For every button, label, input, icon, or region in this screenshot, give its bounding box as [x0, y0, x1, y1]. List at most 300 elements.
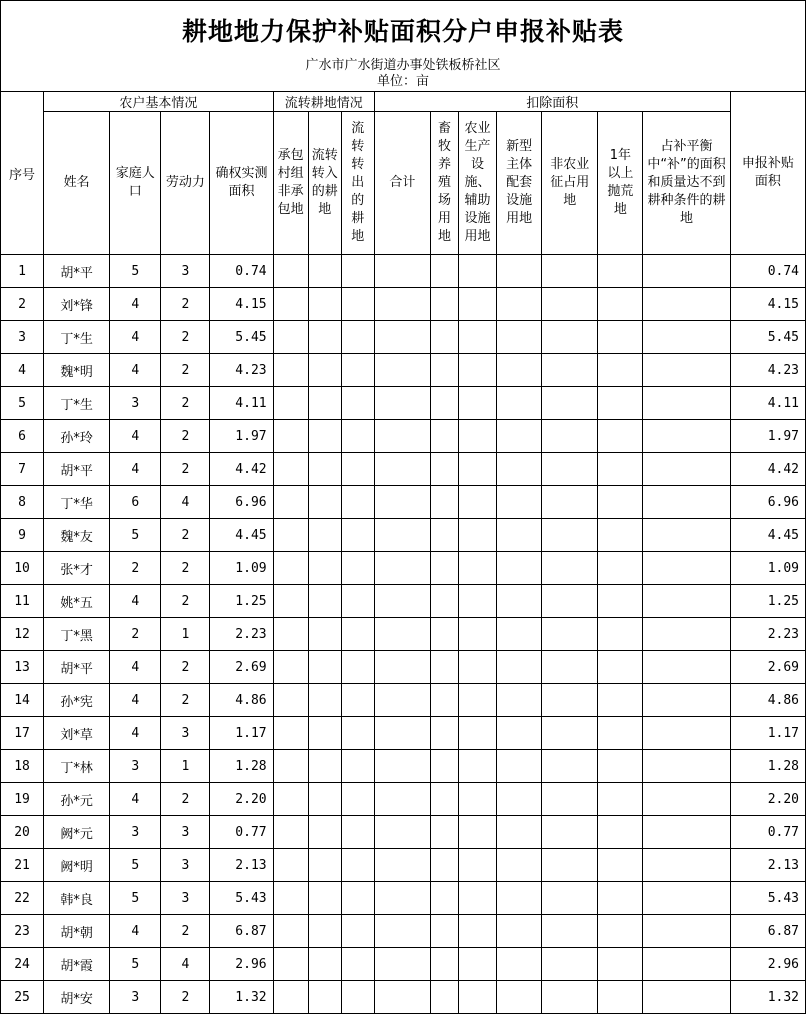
family-cell: 5 [110, 849, 161, 882]
table-row [1, 849, 806, 882]
name-cell: 魏*友 [44, 519, 110, 552]
abandoned-cell [598, 915, 643, 948]
apply-cell: 1.25 [730, 585, 805, 618]
newbody-cell [497, 321, 542, 354]
apply-cell: 5.43 [730, 882, 805, 915]
newbody-cell [497, 915, 542, 948]
abandoned-cell [598, 816, 643, 849]
livestock-cell [430, 618, 458, 651]
agri-cell [459, 816, 497, 849]
newbody-cell [497, 552, 542, 585]
family-cell: 6 [110, 486, 161, 519]
name-cell: 刘*锋 [44, 288, 110, 321]
abandoned-cell [598, 519, 643, 552]
total-cell [374, 486, 430, 519]
seq-cell: 3 [1, 321, 44, 354]
name-cell: 张*才 [44, 552, 110, 585]
area-cell: 2.69 [210, 651, 273, 684]
transfer-out-cell [341, 981, 374, 1014]
total-cell [374, 453, 430, 486]
seq-cell: 5 [1, 387, 44, 420]
subsidy-table [0, 91, 806, 1014]
name-cell: 胡*平 [44, 651, 110, 684]
total-cell [374, 783, 430, 816]
village-cell [273, 288, 308, 321]
total-cell [374, 816, 430, 849]
village-cell [273, 552, 308, 585]
subtitle-block [0, 58, 806, 91]
transfer-in-cell [308, 915, 341, 948]
labor-cell: 2 [161, 651, 210, 684]
seq-cell: 1 [1, 255, 44, 288]
name-cell: 孙*宪 [44, 684, 110, 717]
seq-cell: 19 [1, 783, 44, 816]
header-total: 合计 [374, 112, 430, 255]
apply-cell: 4.86 [730, 684, 805, 717]
location-label: 广水市广水街道办事处铁板桥社区 [305, 58, 501, 73]
nonagri-cell [542, 486, 598, 519]
labor-cell: 3 [161, 882, 210, 915]
name-cell: 胡*朝 [44, 915, 110, 948]
transfer-out-cell [341, 255, 374, 288]
seq-cell: 22 [1, 882, 44, 915]
transfer-in-cell [308, 585, 341, 618]
total-cell [374, 849, 430, 882]
area-cell: 5.45 [210, 321, 273, 354]
seq-cell: 2 [1, 288, 44, 321]
abandoned-cell [598, 585, 643, 618]
balance-cell [643, 585, 730, 618]
header-agri: 农业生产设施、辅助设施用地 [459, 112, 497, 255]
village-cell [273, 519, 308, 552]
transfer-in-cell [308, 387, 341, 420]
labor-cell: 2 [161, 585, 210, 618]
table-row [1, 387, 806, 420]
transfer-out-cell [341, 585, 374, 618]
family-cell: 5 [110, 519, 161, 552]
total-cell [374, 585, 430, 618]
area-cell: 2.23 [210, 618, 273, 651]
table-row [1, 981, 806, 1014]
transfer-in-cell [308, 519, 341, 552]
nonagri-cell [542, 783, 598, 816]
name-cell: 丁*生 [44, 387, 110, 420]
family-cell: 5 [110, 882, 161, 915]
nonagri-cell [542, 948, 598, 981]
nonagri-cell [542, 453, 598, 486]
transfer-out-cell [341, 750, 374, 783]
livestock-cell [430, 651, 458, 684]
nonagri-cell [542, 849, 598, 882]
seq-cell: 11 [1, 585, 44, 618]
transfer-out-cell [341, 321, 374, 354]
agri-cell [459, 354, 497, 387]
newbody-cell [497, 948, 542, 981]
family-cell: 4 [110, 717, 161, 750]
name-cell: 胡*安 [44, 981, 110, 1014]
seq-cell: 23 [1, 915, 44, 948]
livestock-cell [430, 519, 458, 552]
total-cell [374, 651, 430, 684]
village-cell [273, 585, 308, 618]
agri-cell [459, 288, 497, 321]
transfer-in-cell [308, 552, 341, 585]
village-cell [273, 684, 308, 717]
abandoned-cell [598, 552, 643, 585]
abandoned-cell [598, 387, 643, 420]
transfer-in-cell [308, 651, 341, 684]
header-nonagri: 非农业征占用地 [542, 112, 598, 255]
area-cell: 6.87 [210, 915, 273, 948]
header-row-groups [1, 92, 806, 112]
family-cell: 5 [110, 255, 161, 288]
labor-cell: 2 [161, 288, 210, 321]
livestock-cell [430, 354, 458, 387]
newbody-cell [497, 981, 542, 1014]
village-cell [273, 882, 308, 915]
total-cell [374, 519, 430, 552]
family-cell: 2 [110, 552, 161, 585]
header-abandoned: 1年以上抛荒地 [598, 112, 643, 255]
header-village: 承包村组非承包地 [273, 112, 308, 255]
balance-cell [643, 387, 730, 420]
total-cell [374, 915, 430, 948]
apply-cell: 1.32 [730, 981, 805, 1014]
village-cell [273, 750, 308, 783]
header-name: 姓名 [44, 112, 110, 255]
area-cell: 4.11 [210, 387, 273, 420]
livestock-cell [430, 255, 458, 288]
transfer-out-cell [341, 486, 374, 519]
transfer-out-cell [341, 354, 374, 387]
labor-cell: 2 [161, 387, 210, 420]
family-cell: 5 [110, 948, 161, 981]
nonagri-cell [542, 618, 598, 651]
apply-cell: 4.15 [730, 288, 805, 321]
agri-cell [459, 519, 497, 552]
transfer-out-cell [341, 420, 374, 453]
apply-cell: 2.13 [730, 849, 805, 882]
table-row [1, 915, 806, 948]
name-cell: 阙*明 [44, 849, 110, 882]
table-row [1, 519, 806, 552]
title-row [0, 0, 806, 58]
nonagri-cell [542, 387, 598, 420]
balance-cell [643, 849, 730, 882]
table-row [1, 453, 806, 486]
agri-cell [459, 915, 497, 948]
total-cell [374, 684, 430, 717]
nonagri-cell [542, 354, 598, 387]
seq-cell: 17 [1, 717, 44, 750]
abandoned-cell [598, 948, 643, 981]
apply-cell: 4.45 [730, 519, 805, 552]
newbody-cell [497, 486, 542, 519]
balance-cell [643, 783, 730, 816]
apply-cell: 1.09 [730, 552, 805, 585]
area-cell: 4.23 [210, 354, 273, 387]
agri-cell [459, 387, 497, 420]
labor-cell: 2 [161, 420, 210, 453]
transfer-out-cell [341, 849, 374, 882]
table-row [1, 717, 806, 750]
balance-cell [643, 486, 730, 519]
seq-cell: 20 [1, 816, 44, 849]
balance-cell [643, 453, 730, 486]
nonagri-cell [542, 882, 598, 915]
labor-cell: 2 [161, 783, 210, 816]
transfer-in-cell [308, 453, 341, 486]
area-cell: 1.32 [210, 981, 273, 1014]
apply-cell: 2.69 [730, 651, 805, 684]
newbody-cell [497, 255, 542, 288]
agri-cell [459, 321, 497, 354]
total-cell [374, 288, 430, 321]
village-cell [273, 816, 308, 849]
abandoned-cell [598, 420, 643, 453]
abandoned-cell [598, 486, 643, 519]
newbody-cell [497, 750, 542, 783]
livestock-cell [430, 288, 458, 321]
newbody-cell [497, 288, 542, 321]
labor-cell: 4 [161, 486, 210, 519]
abandoned-cell [598, 321, 643, 354]
labor-cell: 2 [161, 981, 210, 1014]
newbody-cell [497, 420, 542, 453]
apply-cell: 0.77 [730, 816, 805, 849]
seq-cell: 24 [1, 948, 44, 981]
total-cell [374, 981, 430, 1014]
livestock-cell [430, 453, 458, 486]
name-cell: 孙*玲 [44, 420, 110, 453]
agri-cell [459, 948, 497, 981]
abandoned-cell [598, 288, 643, 321]
transfer-in-cell [308, 255, 341, 288]
nonagri-cell [542, 420, 598, 453]
header-family: 家庭人口 [110, 112, 161, 255]
village-cell [273, 486, 308, 519]
nonagri-cell [542, 981, 598, 1014]
transfer-out-cell [341, 651, 374, 684]
livestock-cell [430, 882, 458, 915]
total-cell [374, 618, 430, 651]
header-balance: 占补平衡中“补”的面积和质量达不到耕种条件的耕地 [643, 112, 730, 255]
seq-cell: 10 [1, 552, 44, 585]
abandoned-cell [598, 783, 643, 816]
table-row [1, 816, 806, 849]
area-cell: 1.28 [210, 750, 273, 783]
family-cell: 4 [110, 684, 161, 717]
table-row [1, 948, 806, 981]
labor-cell: 2 [161, 453, 210, 486]
livestock-cell [430, 981, 458, 1014]
labor-cell: 1 [161, 618, 210, 651]
seq-cell: 25 [1, 981, 44, 1014]
apply-cell: 2.96 [730, 948, 805, 981]
livestock-cell [430, 750, 458, 783]
seq-cell: 8 [1, 486, 44, 519]
abandoned-cell [598, 618, 643, 651]
nonagri-cell [542, 717, 598, 750]
transfer-out-cell [341, 816, 374, 849]
total-cell [374, 321, 430, 354]
abandoned-cell [598, 981, 643, 1014]
area-cell: 1.25 [210, 585, 273, 618]
name-cell: 丁*林 [44, 750, 110, 783]
newbody-cell [497, 783, 542, 816]
apply-cell: 5.45 [730, 321, 805, 354]
area-cell: 4.15 [210, 288, 273, 321]
total-cell [374, 948, 430, 981]
transfer-out-cell [341, 519, 374, 552]
table-body [1, 255, 806, 1014]
village-cell [273, 717, 308, 750]
header-group-basic: 农户基本情况 [44, 92, 274, 112]
balance-cell [643, 882, 730, 915]
newbody-cell [497, 849, 542, 882]
apply-cell: 2.20 [730, 783, 805, 816]
balance-cell [643, 684, 730, 717]
livestock-cell [430, 948, 458, 981]
abandoned-cell [598, 849, 643, 882]
labor-cell: 3 [161, 849, 210, 882]
abandoned-cell [598, 651, 643, 684]
unit-label: 单位：亩 [376, 74, 429, 89]
table-row [1, 618, 806, 651]
nonagri-cell [542, 552, 598, 585]
area-cell: 2.13 [210, 849, 273, 882]
family-cell: 4 [110, 915, 161, 948]
seq-cell: 18 [1, 750, 44, 783]
newbody-cell [497, 717, 542, 750]
transfer-in-cell [308, 717, 341, 750]
nonagri-cell [542, 915, 598, 948]
name-cell: 孙*元 [44, 783, 110, 816]
village-cell [273, 387, 308, 420]
transfer-in-cell [308, 750, 341, 783]
transfer-in-cell [308, 849, 341, 882]
area-cell: 2.96 [210, 948, 273, 981]
nonagri-cell [542, 816, 598, 849]
transfer-in-cell [308, 321, 341, 354]
apply-cell: 4.23 [730, 354, 805, 387]
name-cell: 胡*平 [44, 453, 110, 486]
agri-cell [459, 750, 497, 783]
balance-cell [643, 354, 730, 387]
nonagri-cell [542, 519, 598, 552]
transfer-out-cell [341, 288, 374, 321]
name-cell: 丁*华 [44, 486, 110, 519]
header-group-transfer: 流转耕地情况 [273, 92, 374, 112]
nonagri-cell [542, 651, 598, 684]
transfer-out-cell [341, 948, 374, 981]
family-cell: 4 [110, 651, 161, 684]
nonagri-cell [542, 288, 598, 321]
header-labor: 劳动力 [161, 112, 210, 255]
village-cell [273, 981, 308, 1014]
table-row [1, 321, 806, 354]
newbody-cell [497, 453, 542, 486]
transfer-out-cell [341, 783, 374, 816]
table-row [1, 750, 806, 783]
family-cell: 3 [110, 387, 161, 420]
apply-cell: 0.74 [730, 255, 805, 288]
family-cell: 2 [110, 618, 161, 651]
seq-cell: 14 [1, 684, 44, 717]
family-cell: 4 [110, 288, 161, 321]
transfer-in-cell [308, 288, 341, 321]
agri-cell [459, 684, 497, 717]
newbody-cell [497, 618, 542, 651]
area-cell: 0.74 [210, 255, 273, 288]
apply-cell: 2.23 [730, 618, 805, 651]
transfer-in-cell [308, 420, 341, 453]
livestock-cell [430, 816, 458, 849]
transfer-out-cell [341, 915, 374, 948]
balance-cell [643, 915, 730, 948]
area-cell: 1.09 [210, 552, 273, 585]
header-transfer-in: 流转转入的耕地 [308, 112, 341, 255]
family-cell: 4 [110, 585, 161, 618]
abandoned-cell [598, 684, 643, 717]
balance-cell [643, 948, 730, 981]
family-cell: 4 [110, 354, 161, 387]
header-livestock: 畜牧养殖场用地 [430, 112, 458, 255]
balance-cell [643, 750, 730, 783]
livestock-cell [430, 915, 458, 948]
header-area: 确权实测面积 [210, 112, 273, 255]
abandoned-cell [598, 453, 643, 486]
transfer-out-cell [341, 882, 374, 915]
village-cell [273, 453, 308, 486]
nonagri-cell [542, 684, 598, 717]
apply-cell: 1.17 [730, 717, 805, 750]
livestock-cell [430, 387, 458, 420]
labor-cell: 3 [161, 255, 210, 288]
newbody-cell [497, 816, 542, 849]
family-cell: 4 [110, 453, 161, 486]
table-row [1, 354, 806, 387]
balance-cell [643, 717, 730, 750]
newbody-cell [497, 387, 542, 420]
agri-cell [459, 585, 497, 618]
balance-cell [643, 816, 730, 849]
area-cell: 6.96 [210, 486, 273, 519]
livestock-cell [430, 321, 458, 354]
transfer-out-cell [341, 717, 374, 750]
name-cell: 胡*霞 [44, 948, 110, 981]
balance-cell [643, 651, 730, 684]
labor-cell: 2 [161, 552, 210, 585]
total-cell [374, 387, 430, 420]
labor-cell: 3 [161, 816, 210, 849]
total-cell [374, 255, 430, 288]
balance-cell [643, 981, 730, 1014]
newbody-cell [497, 882, 542, 915]
transfer-out-cell [341, 618, 374, 651]
apply-cell: 1.28 [730, 750, 805, 783]
newbody-cell [497, 651, 542, 684]
newbody-cell [497, 585, 542, 618]
name-cell: 阙*元 [44, 816, 110, 849]
livestock-cell [430, 420, 458, 453]
table-row [1, 651, 806, 684]
newbody-cell [497, 354, 542, 387]
balance-cell [643, 519, 730, 552]
transfer-out-cell [341, 453, 374, 486]
family-cell: 4 [110, 783, 161, 816]
labor-cell: 3 [161, 717, 210, 750]
